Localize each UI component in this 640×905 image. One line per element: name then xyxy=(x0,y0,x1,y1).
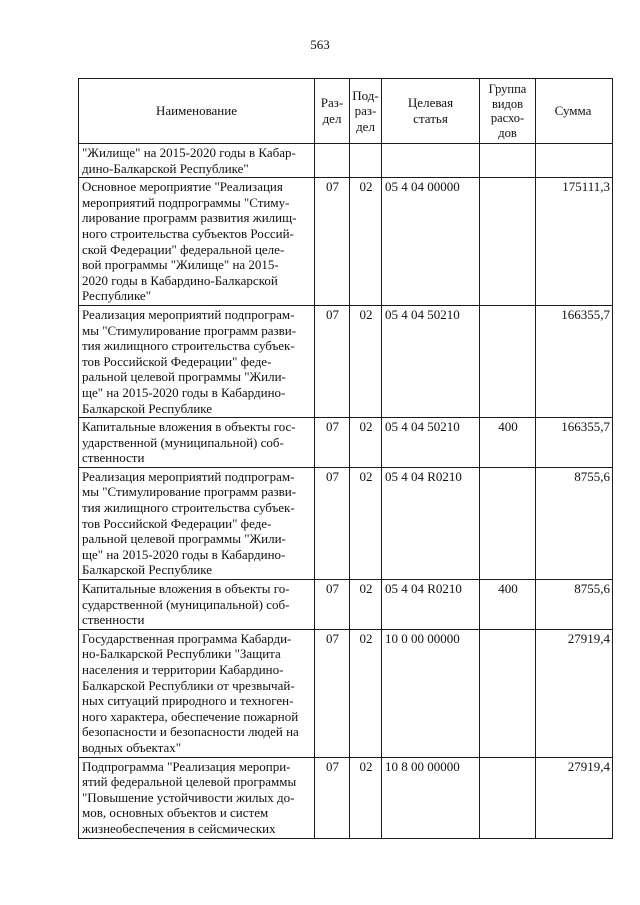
table-row xyxy=(79,467,613,579)
row-subsection: 02 xyxy=(350,467,382,579)
row-name: Подпрограмма "Реализация меропри- ятий федеральной целевой программы "Повышение устойчивости жилых до- мов, основных объектов и систем жизнеобеспечения в сейсмических xyxy=(79,757,315,838)
row-article: 05 4 04 50210 xyxy=(382,418,480,468)
row-section: 07 xyxy=(315,629,350,757)
row-expense-group xyxy=(480,305,536,417)
row-article xyxy=(382,144,480,178)
row-section: 07 xyxy=(315,418,350,468)
row-section: 07 xyxy=(315,178,350,306)
row-name: Реализация мероприятий подпрограм- мы "Стимулирование программ разви- тия жилищного строительства субъек- тов Российской Федерации" феде- ральной целевой программы "Жили- ще" на 2015-2020 годы в Кабардино- Балкарской Республике xyxy=(79,467,315,579)
row-expense-group xyxy=(480,178,536,306)
row-name: Государственная программа Кабарди- но-Балкарской Республики "Защита населения и территории Кабардино- Балкарской Республики от чрезвычай- ных ситуаций природного и техноген- ного характера, обеспечение пожарной безопасности и безопасности людей на водных объектах" xyxy=(79,629,315,757)
row-sum: 166355,7 xyxy=(536,305,613,417)
row-subsection: 02 xyxy=(350,178,382,306)
table-header xyxy=(79,79,613,144)
table-body xyxy=(79,144,613,839)
row-article: 05 4 04 50210 xyxy=(382,305,480,417)
header-expense-group: Группа видов расхо- дов xyxy=(480,79,536,144)
row-expense-group: 400 xyxy=(480,580,536,630)
row-subsection: 02 xyxy=(350,629,382,757)
row-sum xyxy=(536,144,613,178)
header-article: Целевая статья xyxy=(382,79,480,144)
row-expense-group xyxy=(480,629,536,757)
row-expense-group: 400 xyxy=(480,418,536,468)
row-sum: 166355,7 xyxy=(536,418,613,468)
row-subsection: 02 xyxy=(350,418,382,468)
row-name: Капитальные вложения в объекты го- сударственной (муниципальной) соб- ственности xyxy=(79,580,315,630)
header-sum: Сумма xyxy=(536,79,613,144)
row-subsection xyxy=(350,144,382,178)
row-sum: 27919,4 xyxy=(536,757,613,838)
row-section: 07 xyxy=(315,580,350,630)
table-row xyxy=(79,178,613,306)
row-subsection: 02 xyxy=(350,580,382,630)
row-subsection: 02 xyxy=(350,305,382,417)
table-row xyxy=(79,418,613,468)
header-section: Раз- дел xyxy=(315,79,350,144)
row-name: "Жилище" на 2015-2020 годы в Кабар- дино-Балкарской Республике" xyxy=(79,144,315,178)
row-article: 05 4 04 R0210 xyxy=(382,467,480,579)
row-expense-group xyxy=(480,144,536,178)
row-name: Капитальные вложения в объекты гос- ударственной (муниципальной) соб- ственности xyxy=(79,418,315,468)
row-expense-group xyxy=(480,757,536,838)
row-article: 10 8 00 00000 xyxy=(382,757,480,838)
header-subsection: Под- раз- дел xyxy=(350,79,382,144)
table-row xyxy=(79,305,613,417)
row-sum: 8755,6 xyxy=(536,580,613,630)
row-section: 07 xyxy=(315,305,350,417)
row-section xyxy=(315,144,350,178)
row-section: 07 xyxy=(315,467,350,579)
table-row xyxy=(79,580,613,630)
row-article: 05 4 04 00000 xyxy=(382,178,480,306)
row-article: 05 4 04 R0210 xyxy=(382,580,480,630)
table-row xyxy=(79,629,613,757)
table-row xyxy=(79,757,613,838)
row-expense-group xyxy=(480,467,536,579)
table-row xyxy=(79,144,613,178)
page-number: 563 xyxy=(310,37,330,52)
row-article: 10 0 00 00000 xyxy=(382,629,480,757)
row-sum: 175111,3 xyxy=(536,178,613,306)
header-row xyxy=(79,79,613,144)
row-name: Реализация мероприятий подпрограм- мы "Стимулирование программ разви- тия жилищного строительства субъек- тов Российской Федерации" феде- ральной целевой программы "Жили- ще" на 2015-2020 годы в Кабардино- Балкарской Республике xyxy=(79,305,315,417)
row-sum: 27919,4 xyxy=(536,629,613,757)
header-name: Наименование xyxy=(79,79,315,144)
row-subsection: 02 xyxy=(350,757,382,838)
row-name: Основное мероприятие "Реализация мероприятий подпрограммы "Стиму- лирование программ развития жилищ- ного строительства субъектов Россий- ской Федерации" федеральной целе- вой программы "Жилище" на 2015- 2020 годы в Кабардино-Балкарской Республике" xyxy=(79,178,315,306)
row-sum: 8755,6 xyxy=(536,467,613,579)
row-section: 07 xyxy=(315,757,350,838)
budget-table xyxy=(78,78,613,839)
